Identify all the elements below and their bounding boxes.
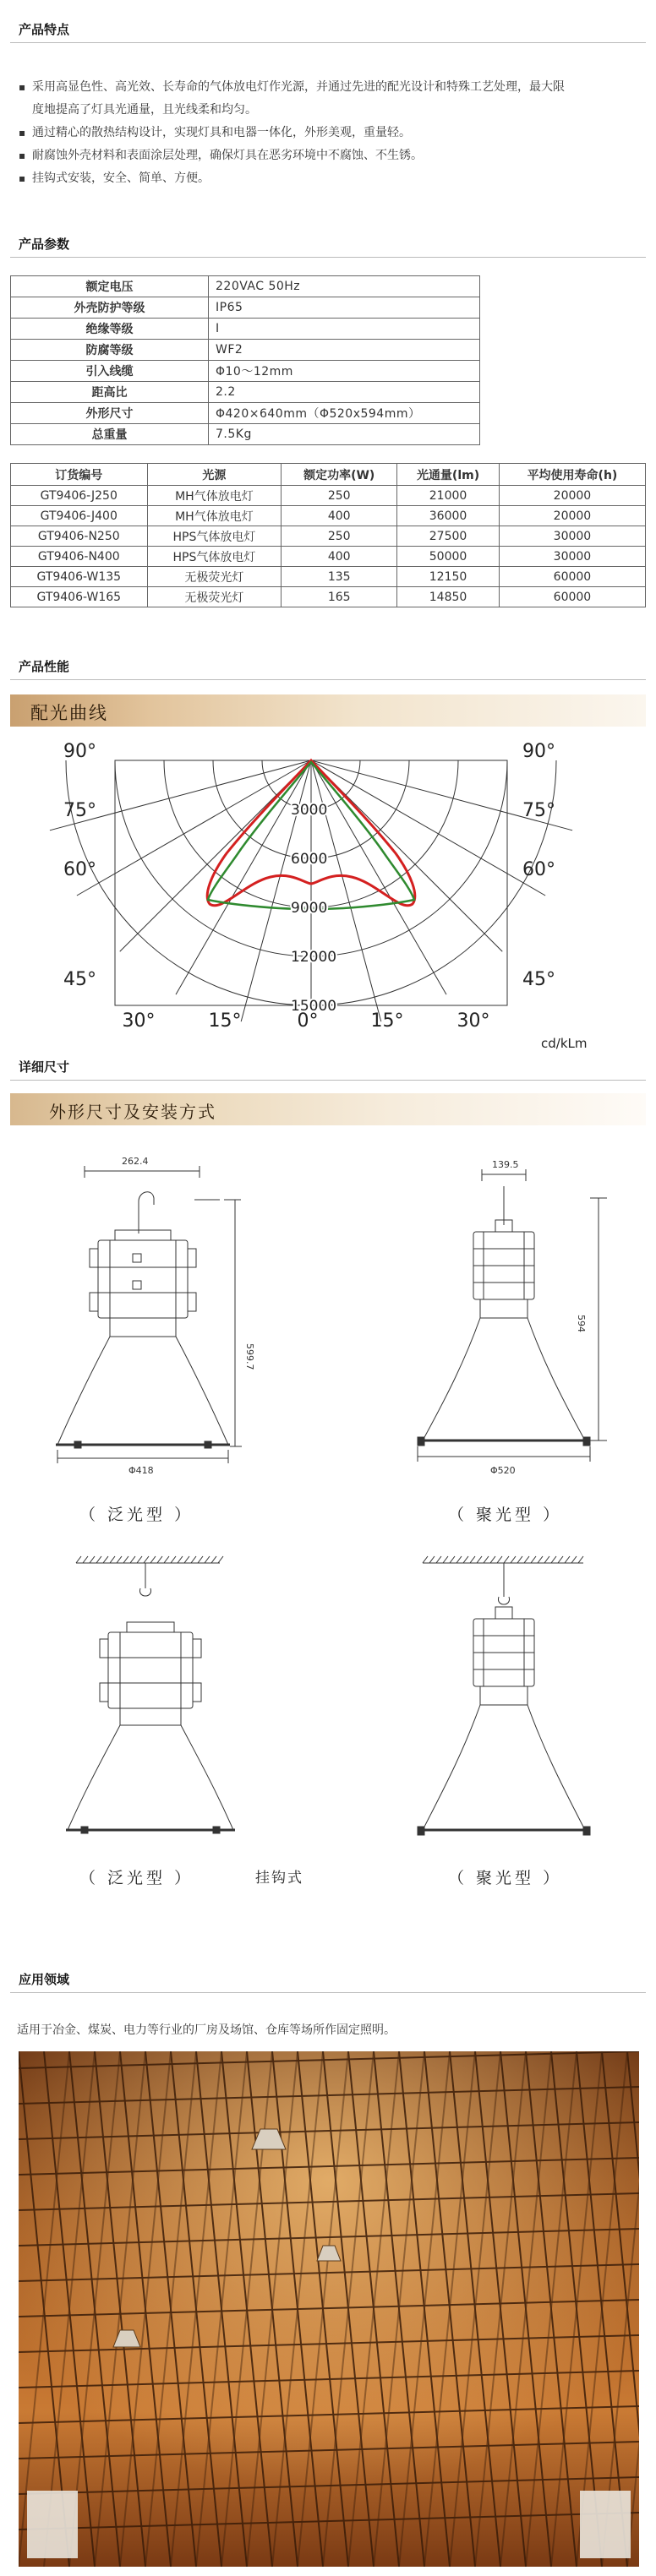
table-cell: 250 xyxy=(282,526,397,547)
spec-value: 220VAC 50Hz xyxy=(209,276,480,297)
table-cell: GT9406-W135 xyxy=(11,567,148,587)
spec-value: Φ10～12mm xyxy=(209,361,480,382)
column-header: 光通量(lm) xyxy=(397,464,500,486)
dims-banner xyxy=(10,1093,646,1125)
spec-row xyxy=(11,382,480,403)
column-header: 平均使用寿命(h) xyxy=(499,464,645,486)
dim-height-label: 594 xyxy=(576,1315,587,1332)
spec-key: 总重量 xyxy=(11,424,209,445)
lamp-drawing-wide xyxy=(34,1149,287,1504)
dim-base-label: Φ520 xyxy=(490,1465,516,1476)
table-cell: MH气体放电灯 xyxy=(147,506,282,526)
table-cell: 21000 xyxy=(397,486,500,506)
divider xyxy=(10,1992,646,1993)
caption-focus-hook: （ 聚光型 ） xyxy=(448,1869,563,1887)
dim-height-label: 599.7 xyxy=(244,1343,255,1370)
table-cell: 50000 xyxy=(397,547,500,567)
model-table xyxy=(10,463,646,607)
table-cell: 无极荧光灯 xyxy=(147,587,282,607)
spec-row xyxy=(11,340,480,361)
table-cell: 20000 xyxy=(499,506,645,526)
spec-key: 外壳防护等级 xyxy=(11,297,209,319)
polar-angle-label-left: 45° xyxy=(63,969,96,990)
dims-banner-title: 外形尺寸及安装方式 xyxy=(49,1102,216,1122)
application-text: 适用于冶金、煤炭、电力等行业的厂房及场馆、仓库等场所作固定照明。 xyxy=(17,2023,396,2037)
spec-row xyxy=(11,319,480,340)
caption-focus: （ 聚光型 ） xyxy=(448,1506,563,1524)
polar-ring-label: 15000 xyxy=(291,998,337,1015)
dim-base-label: Φ418 xyxy=(128,1465,154,1476)
table-row xyxy=(11,526,646,547)
feature-item-cont: 度地提高了灯具光通量，且光线柔和均匀。 xyxy=(32,103,257,117)
polar-ring-label: 3000 xyxy=(291,802,328,819)
spec-key: 距高比 xyxy=(11,382,209,403)
polar-angle-label-left: 75° xyxy=(63,800,96,821)
lamp-drawing-wide-hook xyxy=(42,1551,271,1855)
polar-angle-label-bottom: 0° xyxy=(297,1010,319,1032)
spec-row xyxy=(11,424,480,445)
dim-width-label: 139.5 xyxy=(492,1159,519,1170)
section-title-dimensions: 详细尺寸 xyxy=(19,1059,70,1075)
divider xyxy=(10,257,646,258)
spec-key: 绝缘等级 xyxy=(11,319,209,340)
lamp-drawing-focus-hook xyxy=(389,1551,617,1855)
caption-wide: （ 泛光型 ） xyxy=(79,1506,194,1524)
table-cell: 250 xyxy=(282,486,397,506)
table-cell: GT9406-W165 xyxy=(11,587,148,607)
spec-key: 外形尺寸 xyxy=(11,403,209,424)
column-header: 光源 xyxy=(147,464,282,486)
table-row xyxy=(11,567,646,587)
spec-value: 7.5Kg xyxy=(209,424,480,445)
caption-wide-hook: （ 泛光型 ） xyxy=(79,1869,194,1887)
table-cell: GT9406-N250 xyxy=(11,526,148,547)
table-cell: 36000 xyxy=(397,506,500,526)
feature-list xyxy=(19,76,640,190)
polar-angle-label-left: 90° xyxy=(63,741,96,762)
spec-value: IP65 xyxy=(209,297,480,319)
section-title-performance: 产品性能 xyxy=(19,659,70,674)
table-cell: HPS气体放电灯 xyxy=(147,547,282,567)
spec-key: 防腐等级 xyxy=(11,340,209,361)
polar-angle-label-right: 45° xyxy=(522,969,555,990)
table-row xyxy=(11,506,646,526)
table-row xyxy=(11,486,646,506)
spec-row xyxy=(11,361,480,382)
section-title-features: 产品特点 xyxy=(19,22,70,37)
feature-item: ▪ 耐腐蚀外壳材料和表面涂层处理，确保灯具在恶劣环境中不腐蚀、不生锈。 xyxy=(19,144,640,167)
spec-key: 额定电压 xyxy=(11,276,209,297)
polar-angle-label-right: 90° xyxy=(522,741,555,762)
spec-row xyxy=(11,297,480,319)
table-cell: 12150 xyxy=(397,567,500,587)
table-cell: GT9406-N400 xyxy=(11,547,148,567)
table-cell: HPS气体放电灯 xyxy=(147,526,282,547)
polar-angle-label-right: 60° xyxy=(522,859,555,880)
polar-angle-label-bottom: 30° xyxy=(456,1010,490,1032)
polar-chart xyxy=(0,735,656,1056)
table-cell: 27500 xyxy=(397,526,500,547)
factory-photo xyxy=(19,2051,639,2567)
spec-value: WF2 xyxy=(209,340,480,361)
spec-value: 2.2 xyxy=(209,382,480,403)
polar-banner xyxy=(10,694,646,727)
caption-hook-type: 挂钩式 xyxy=(255,1870,303,1887)
polar-ray xyxy=(241,760,311,1021)
spec-row xyxy=(11,403,480,424)
dim-width-label: 262.4 xyxy=(122,1156,149,1167)
table-cell: 60000 xyxy=(499,587,645,607)
polar-angle-label-left: 60° xyxy=(63,859,96,880)
spec-table xyxy=(10,275,480,445)
divider xyxy=(10,679,646,680)
polar-ring-label: 6000 xyxy=(291,851,328,868)
spec-row xyxy=(11,276,480,297)
spec-key: 引入线缆 xyxy=(11,361,209,382)
table-cell: 30000 xyxy=(499,547,645,567)
feature-item: ▪ 采用高显色性、高光效、长寿命的气体放电灯作光源，并通过先进的配光设计和特殊工艺处理，最大限 xyxy=(19,76,640,99)
polar-angle-label-bottom: 30° xyxy=(122,1010,156,1032)
table-cell: 60000 xyxy=(499,567,645,587)
table-cell: 400 xyxy=(282,506,397,526)
table-cell: 14850 xyxy=(397,587,500,607)
feature-item: ▪ 挂钩式安装，安全、简单、方便。 xyxy=(19,167,640,190)
spec-value: Φ420×640mm（Φ520x594mm） xyxy=(209,403,480,424)
table-cell: 135 xyxy=(282,567,397,587)
table-cell: GT9406-J400 xyxy=(11,506,148,526)
polar-angle-label-bottom: 15° xyxy=(370,1010,404,1032)
table-cell: 30000 xyxy=(499,526,645,547)
table-cell: GT9406-J250 xyxy=(11,486,148,506)
table-cell: 165 xyxy=(282,587,397,607)
polar-angle-label-right: 75° xyxy=(522,800,555,821)
lamp-drawing-focus xyxy=(380,1149,634,1504)
table-row xyxy=(11,587,646,607)
polar-banner-title: 配光曲线 xyxy=(30,703,108,723)
table-cell: 无极荧光灯 xyxy=(147,567,282,587)
table-cell: 400 xyxy=(282,547,397,567)
column-header: 订货编号 xyxy=(11,464,148,486)
divider xyxy=(10,42,646,43)
section-title-application: 应用领域 xyxy=(19,1972,70,1987)
column-header: 额定功率(W) xyxy=(282,464,397,486)
table-cell: 20000 xyxy=(499,486,645,506)
polar-ring-label: 9000 xyxy=(291,900,328,917)
table-row xyxy=(11,547,646,567)
spec-value: I xyxy=(209,319,480,340)
polar-unit-label: cd/kLm xyxy=(541,1036,588,1051)
polar-ring-label: 12000 xyxy=(291,949,337,966)
divider xyxy=(10,1080,646,1081)
feature-item: ▪ 通过精心的散热结构设计，实现灯具和电器一体化，外形美观，重量轻。 xyxy=(19,122,640,144)
section-title-params: 产品参数 xyxy=(19,237,70,252)
polar-angle-label-bottom: 15° xyxy=(208,1010,242,1032)
polar-ray xyxy=(311,760,381,1021)
table-cell: MH气体放电灯 xyxy=(147,486,282,506)
